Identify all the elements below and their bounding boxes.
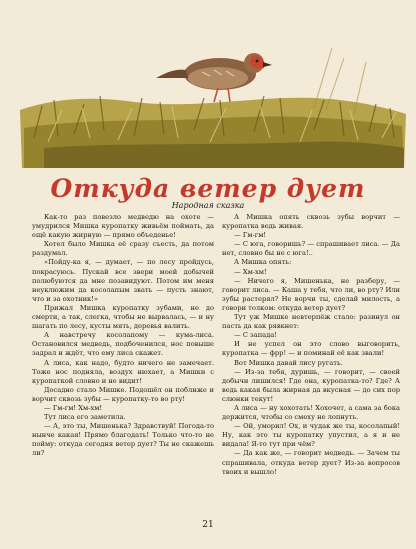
- paragraph: Прижал Мишка куропатку зубами, не до смерти, а так, слегка, чтобы не вырвалась, — и ну шагать по лесу, кусты мять, деревья валить.: [32, 303, 214, 331]
- page-number: 21: [202, 520, 214, 530]
- paragraph: — Ничего я, Мишенька, не разберу, — говорит лиса. — Каша у тебя, что ли, во рту? Или зубы растерял? Не ворчи ты, сделай милость, а говори толком: откуда ветер дует?: [222, 276, 400, 312]
- paragraph: «Пойду-ка я, — думает, — по лесу пройдусь, покрасуюсь. Пускай все звери моей добычей полюбуются да мне позавидуют. Потом им меня неуклюжим да косолапым звать — пусть знают, что и за охотник!»: [32, 258, 214, 303]
- paragraph: — Да как же, — говорит медведь. — Зачем ты спрашивала, откуда ветер дует? Из-за вопросов твоих и вышло!: [222, 449, 400, 476]
- paragraph: А лиса, как надо, будто ничего не замечает. Тоже нос подняла, воздух нюхает, а Мишки с куропаткой словно и не видит!: [32, 358, 214, 385]
- paragraph: Досадно стало Мишке. Подошёл он поближе и ворчит сквозь зубы — куропатку-то во рту!: [32, 385, 214, 403]
- paragraph: Хотел было Мишка её сразу съесть, да потом раздумал.: [32, 240, 214, 258]
- paragraph: Тут лиса его заметила.: [44, 413, 126, 422]
- story-subtitle: Народная сказка: [171, 201, 245, 210]
- partridge-bird: [156, 53, 272, 102]
- paragraph: — Гм-гм! Хм-хм!: [44, 403, 103, 412]
- paragraph: И не успел он это слово выговорить, куропатка — фрр! — и поминай её как звали!: [222, 340, 400, 358]
- paragraph: Тут уж Мишке невтерпёж стало: разинул он пасть да как рявкнет:: [222, 313, 400, 331]
- paragraph: — Ой, уморил! Ох, и чудак же ты, косолапый! Ну, как это ты куропатку упустил, а я и не видала! Я-то тут при чём?: [222, 422, 400, 449]
- partridge-illustration: [14, 18, 410, 168]
- paragraph: — А, это ты, Мишенька? Здравствуй! Погода-то нынче какая! Прямо благодать! Только что-то не пойму: откуда сегодня ветер дует? Ты не скажешь ли?: [32, 422, 214, 458]
- paragraph: — Из-за тебя, дуришь, — говорит, — своей добычи лишился! Где она, куропатка-то? Где? А ведь какая была жирная да вкусная — до сих пор слюнки текут!: [222, 367, 400, 403]
- paragraph: — С запада!: [234, 331, 277, 340]
- paragraph: А Мишка опять:: [234, 258, 292, 267]
- paragraph: А навстречу косолапому — кума-лиса. Остановился медведь, подбоченился, нос повыше задрал и ждёт, что ему лиса скажет.: [32, 331, 214, 358]
- text-column-right: [222, 213, 400, 477]
- paragraph: Вот Мишка давай лису ругать.: [234, 358, 343, 367]
- text-column-left: [32, 213, 214, 459]
- paragraph: — Хм-хм!: [234, 267, 267, 276]
- paragraph: Как-то раз повезло медведю на охоте — умудрился Мишка куропатку живьём поймать, да ещё какую жирную — прямо объеденье!: [32, 213, 214, 240]
- paragraph: — Гм-гм!: [234, 231, 267, 240]
- story-title: Откуда ветер дует: [50, 174, 366, 203]
- paragraph: А Мишка опять сквозь зубы ворчит — куропатка ведь живая.: [222, 213, 400, 231]
- paragraph: — С юга, говоришь? — спрашивает лиса. — Да нет, словно бы не с юга!..: [222, 240, 400, 258]
- paragraph: А лиса — ну хохотать! Хохочет, а сама за бока держится, чтобы со смеху не лопнуть.: [222, 403, 400, 422]
